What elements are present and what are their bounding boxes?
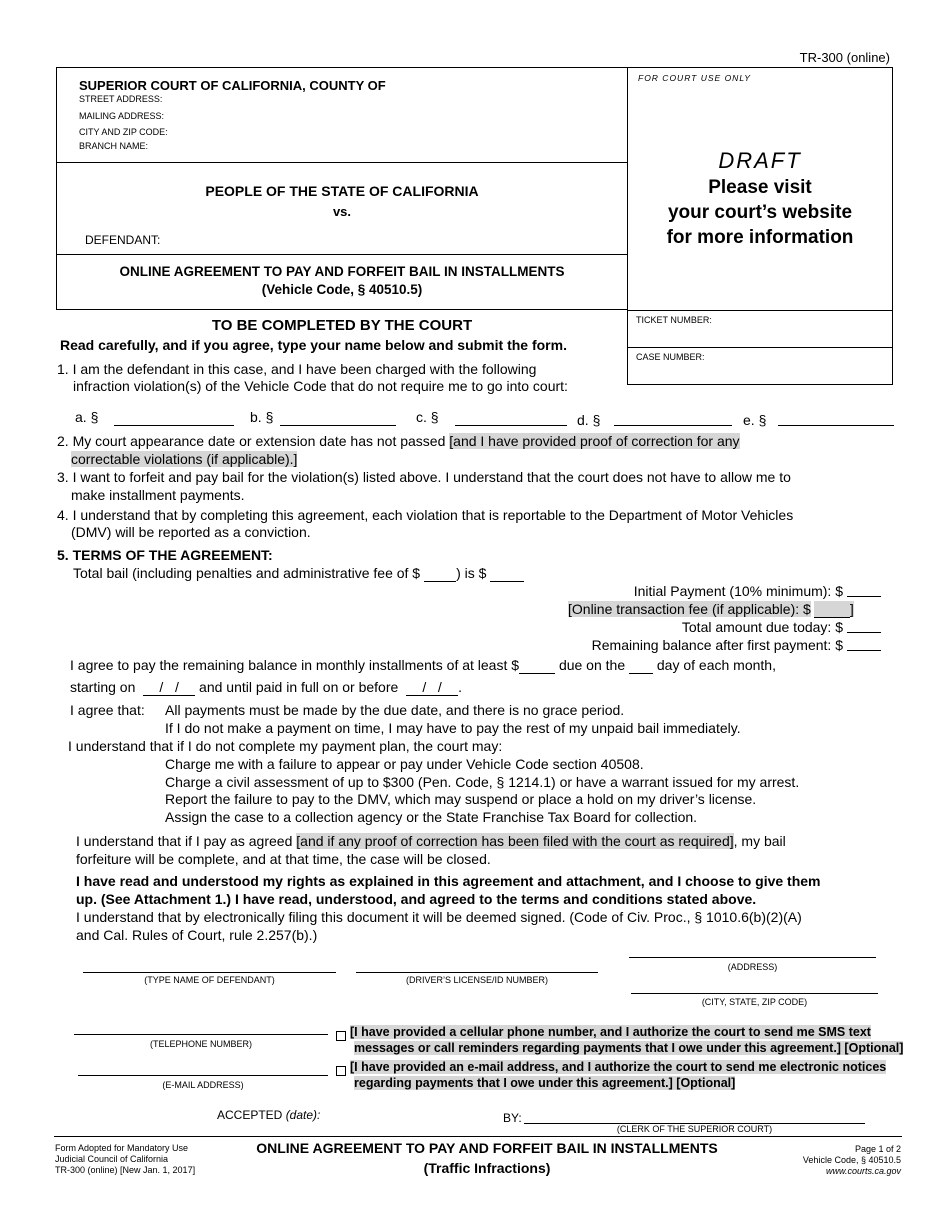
terms-heading: 5. TERMS OF THE AGREEMENT: bbox=[57, 547, 273, 563]
footer-title: ONLINE AGREEMENT TO PAY AND FORFEIT BAIL IN INSTALLMENTS bbox=[256, 1140, 718, 1156]
start-date-field[interactable]: / / bbox=[143, 679, 195, 696]
footer-left-1: Form Adopted for Mandatory Use bbox=[55, 1143, 189, 1153]
email-opt-text-1: [I have provided an e-mail address, and I authorize the court to send me electronic notices bbox=[350, 1060, 887, 1074]
court-may-1: Charge me with a failure to appear or pay under Vehicle Code section 40508. bbox=[165, 756, 644, 772]
online-fee-label: [Online transaction fee (if applicable): $ bbox=[568, 601, 811, 617]
branch-name-label: BRANCH NAME: bbox=[79, 141, 149, 151]
court-use-box bbox=[627, 67, 893, 311]
online-fee-line bbox=[568, 601, 854, 618]
defendant-name-field[interactable] bbox=[83, 972, 336, 973]
rights-line-3: I understand that by electronically filing this document it will be deemed signed. (Code of Civ. Proc., § 1010.6(b)(2)(A) bbox=[76, 909, 802, 925]
city-zip-label: CITY AND ZIP CODE: bbox=[79, 127, 168, 137]
email-caption: (E-MAIL ADDRESS) bbox=[162, 1080, 244, 1090]
monthly-line bbox=[70, 657, 776, 674]
item2-line2 bbox=[71, 451, 297, 467]
defendant-label: DEFENDANT: bbox=[85, 233, 161, 247]
sms-line-1 bbox=[350, 1025, 871, 1039]
court-may-3: Report the failure to pay to the DMV, which may suspend or place a hold on my driver’s license. bbox=[165, 791, 757, 807]
license-field[interactable] bbox=[356, 972, 598, 973]
violation-a-field[interactable] bbox=[114, 425, 234, 426]
accepted-date-label: (date): bbox=[285, 1108, 321, 1122]
agree-point-2: If I do not make a payment on time, I may have to pay the rest of my unpaid bail immediately. bbox=[165, 720, 741, 736]
initial-payment-field[interactable] bbox=[847, 596, 881, 597]
case-number-label: CASE NUMBER: bbox=[636, 352, 705, 362]
footer-subtitle: (Traffic Infractions) bbox=[423, 1160, 551, 1176]
ticket-number-label: TICKET NUMBER: bbox=[636, 315, 712, 325]
violation-e-field[interactable] bbox=[778, 425, 894, 426]
license-caption: (DRIVER’S LICENSE/ID NUMBER) bbox=[405, 975, 549, 985]
pay-pre: I understand that if I pay as agreed bbox=[76, 833, 297, 849]
footer-code: Vehicle Code, § 40510.5 bbox=[802, 1155, 901, 1165]
footer-left-3: TR-300 (online) [New Jan. 1, 2017] bbox=[55, 1165, 196, 1175]
pay-line-1 bbox=[76, 833, 786, 849]
total-due-label: Total amount due today: $ bbox=[681, 619, 843, 635]
address-caption: (ADDRESS) bbox=[727, 962, 778, 972]
telephone-caption: (TELEPHONE NUMBER) bbox=[149, 1039, 252, 1049]
footer-rule bbox=[54, 1136, 902, 1137]
street-address-label: STREET ADDRESS: bbox=[79, 94, 163, 104]
visit-line-1: Please visit bbox=[708, 177, 812, 198]
visit-line-3: for more information bbox=[666, 227, 854, 248]
monthly-day-field[interactable] bbox=[629, 657, 653, 674]
end-date-field[interactable]: / / bbox=[406, 679, 458, 696]
item1-line2: infraction violation(s) of the Vehicle Code that do not require me to go into court: bbox=[73, 378, 568, 394]
court-name: SUPERIOR COURT OF CALIFORNIA, COUNTY OF bbox=[79, 78, 386, 93]
accepted-label: ACCEPTED bbox=[217, 1108, 283, 1122]
rights-line-4: and Cal. Rules of Court, rule 2.257(b).) bbox=[76, 927, 318, 943]
total-bail-pre: Total bail (including penalties and administrative fee of $ bbox=[73, 565, 421, 581]
email-opt-text-2: regarding payments that I owe under this agreement.] [Optional] bbox=[354, 1076, 736, 1090]
violation-a-label: a. § bbox=[75, 409, 99, 425]
rights-line-1: I have read and understood my rights as explained in this agreement and attachment, and I choose to give them bbox=[76, 873, 821, 889]
email-checkbox[interactable] bbox=[336, 1062, 350, 1080]
violation-b-label: b. § bbox=[250, 409, 274, 425]
remaining-balance-label: Remaining balance after first payment: $ bbox=[591, 637, 843, 653]
item2-text: 2. My court appearance date or extension date has not passed bbox=[57, 433, 450, 449]
email-field[interactable] bbox=[78, 1075, 328, 1076]
admin-fee-field[interactable] bbox=[424, 565, 456, 582]
footer-left-2: Judicial Council of California bbox=[55, 1154, 169, 1164]
visit-line-2: your court’s website bbox=[667, 202, 853, 223]
total-bail-line bbox=[73, 565, 524, 582]
violation-e-label: e. § bbox=[743, 412, 767, 428]
monthly-pre: I agree to pay the remaining balance in monthly installments of at least $ bbox=[70, 657, 520, 673]
court-use-label: FOR COURT USE ONLY bbox=[638, 73, 751, 83]
item4-line2: (DMV) will be reported as a conviction. bbox=[71, 524, 311, 540]
sms-line-2 bbox=[354, 1041, 903, 1055]
city-state-zip-caption: (CITY, STATE, ZIP CODE) bbox=[701, 997, 808, 1007]
vs-caption: vs. bbox=[332, 204, 352, 219]
draft-label: DRAFT bbox=[718, 148, 802, 173]
violation-d-label: d. § bbox=[577, 412, 601, 428]
title-box bbox=[56, 254, 628, 310]
violation-b-field[interactable] bbox=[280, 425, 396, 426]
ticket-number-box[interactable] bbox=[627, 310, 893, 348]
sms-text-2: messages or call reminders regarding payments that I owe under this agreement.] [Optional] bbox=[354, 1041, 904, 1055]
online-fee-end: ] bbox=[849, 601, 854, 617]
violation-d-field[interactable] bbox=[614, 425, 732, 426]
case-number-box[interactable] bbox=[627, 347, 893, 385]
email-opt-line-1 bbox=[350, 1060, 886, 1074]
sms-text-1: [I have provided a cellular phone number, and I authorize the court to send me SMS text bbox=[350, 1025, 871, 1039]
agree-label: I agree that: bbox=[70, 702, 145, 718]
online-fee-field[interactable] bbox=[814, 601, 850, 618]
item3-line2: make installment payments. bbox=[71, 487, 245, 503]
form-id: TR-300 (online) bbox=[799, 50, 890, 65]
court-may-2: Charge a civil assessment of up to $300 (Pen. Code, § 1214.1) or have a warrant issued for my arrest. bbox=[165, 774, 800, 790]
violation-c-label: c. § bbox=[416, 409, 439, 425]
monthly-mid: due on the bbox=[558, 657, 626, 673]
item2-highlight-1: [and I have provided proof of correction for any bbox=[449, 433, 740, 449]
instruction: Read carefully, and if you agree, type your name below and submit the form. bbox=[60, 337, 567, 353]
item3-line1: 3. I want to forfeit and pay bail for the violation(s) listed above. I understand that the court does not have to allow me to bbox=[57, 469, 791, 485]
monthly-end: day of each month, bbox=[656, 657, 776, 673]
caption-box bbox=[56, 162, 628, 255]
total-bail-mid: ) is $ bbox=[456, 565, 487, 581]
court-info-box bbox=[56, 67, 628, 163]
section-heading: TO BE COMPLETED BY THE COURT bbox=[211, 317, 473, 334]
violation-c-field[interactable] bbox=[455, 425, 567, 426]
starting-period: . bbox=[458, 679, 462, 695]
form-code: (Vehicle Code, § 40510.5) bbox=[261, 282, 423, 297]
form-title: ONLINE AGREEMENT TO PAY AND FORFEIT BAIL IN INSTALLMENTS bbox=[119, 264, 565, 279]
starting-label: starting on bbox=[70, 679, 136, 695]
court-may-4: Assign the case to a collection agency or the State Franchise Tax Board for collection. bbox=[165, 809, 698, 825]
item1-line1: 1. I am the defendant in this case, and I have been charged with the following bbox=[57, 361, 537, 377]
agree-point-1: All payments must be made by the due date, and there is no grace period. bbox=[165, 702, 625, 718]
item4-line1: 4. I understand that by completing this agreement, each violation that is reportable to the Department of Motor Vehicles bbox=[57, 507, 794, 523]
defendant-name-caption: (TYPE NAME OF DEFENDANT) bbox=[144, 975, 275, 985]
starting-line bbox=[70, 679, 462, 696]
telephone-field[interactable] bbox=[74, 1034, 328, 1035]
court-may-label: I understand that if I do not complete my payment plan, the court may: bbox=[68, 738, 503, 754]
by-label: BY: bbox=[503, 1111, 522, 1125]
pay-post: , my bail bbox=[733, 833, 786, 849]
sms-checkbox[interactable] bbox=[336, 1027, 350, 1045]
address-field[interactable] bbox=[629, 957, 876, 958]
item2-line1 bbox=[57, 433, 740, 449]
pay-line-2: forfeiture will be complete, and at that time, the case will be closed. bbox=[76, 851, 491, 867]
pay-highlight: [and if any proof of correction has been filed with the court as required] bbox=[296, 833, 734, 849]
until-label: and until paid in full on or before bbox=[199, 679, 399, 695]
people-caption: PEOPLE OF THE STATE OF CALIFORNIA bbox=[205, 183, 479, 199]
item2-highlight-2: correctable violations (if applicable).] bbox=[71, 451, 298, 467]
initial-payment-label: Initial Payment (10% minimum): $ bbox=[633, 583, 843, 599]
email-opt-line-2 bbox=[354, 1076, 735, 1090]
total-bail-field[interactable] bbox=[490, 565, 524, 582]
mailing-address-label: MAILING ADDRESS: bbox=[79, 111, 165, 121]
remaining-balance-field[interactable] bbox=[847, 650, 881, 651]
accepted-line bbox=[217, 1108, 320, 1122]
monthly-amount-field[interactable] bbox=[519, 657, 555, 674]
footer-website[interactable]: www.courts.ca.gov bbox=[825, 1166, 901, 1176]
total-due-field[interactable] bbox=[847, 632, 881, 633]
footer-page: Page 1 of 2 bbox=[854, 1144, 901, 1154]
rights-line-2: up. (See Attachment 1.) I have read, understood, and agreed to the terms and conditions stated above. bbox=[76, 891, 757, 907]
clerk-caption: (CLERK OF THE SUPERIOR COURT) bbox=[616, 1124, 773, 1134]
city-state-zip-field[interactable] bbox=[631, 993, 878, 994]
